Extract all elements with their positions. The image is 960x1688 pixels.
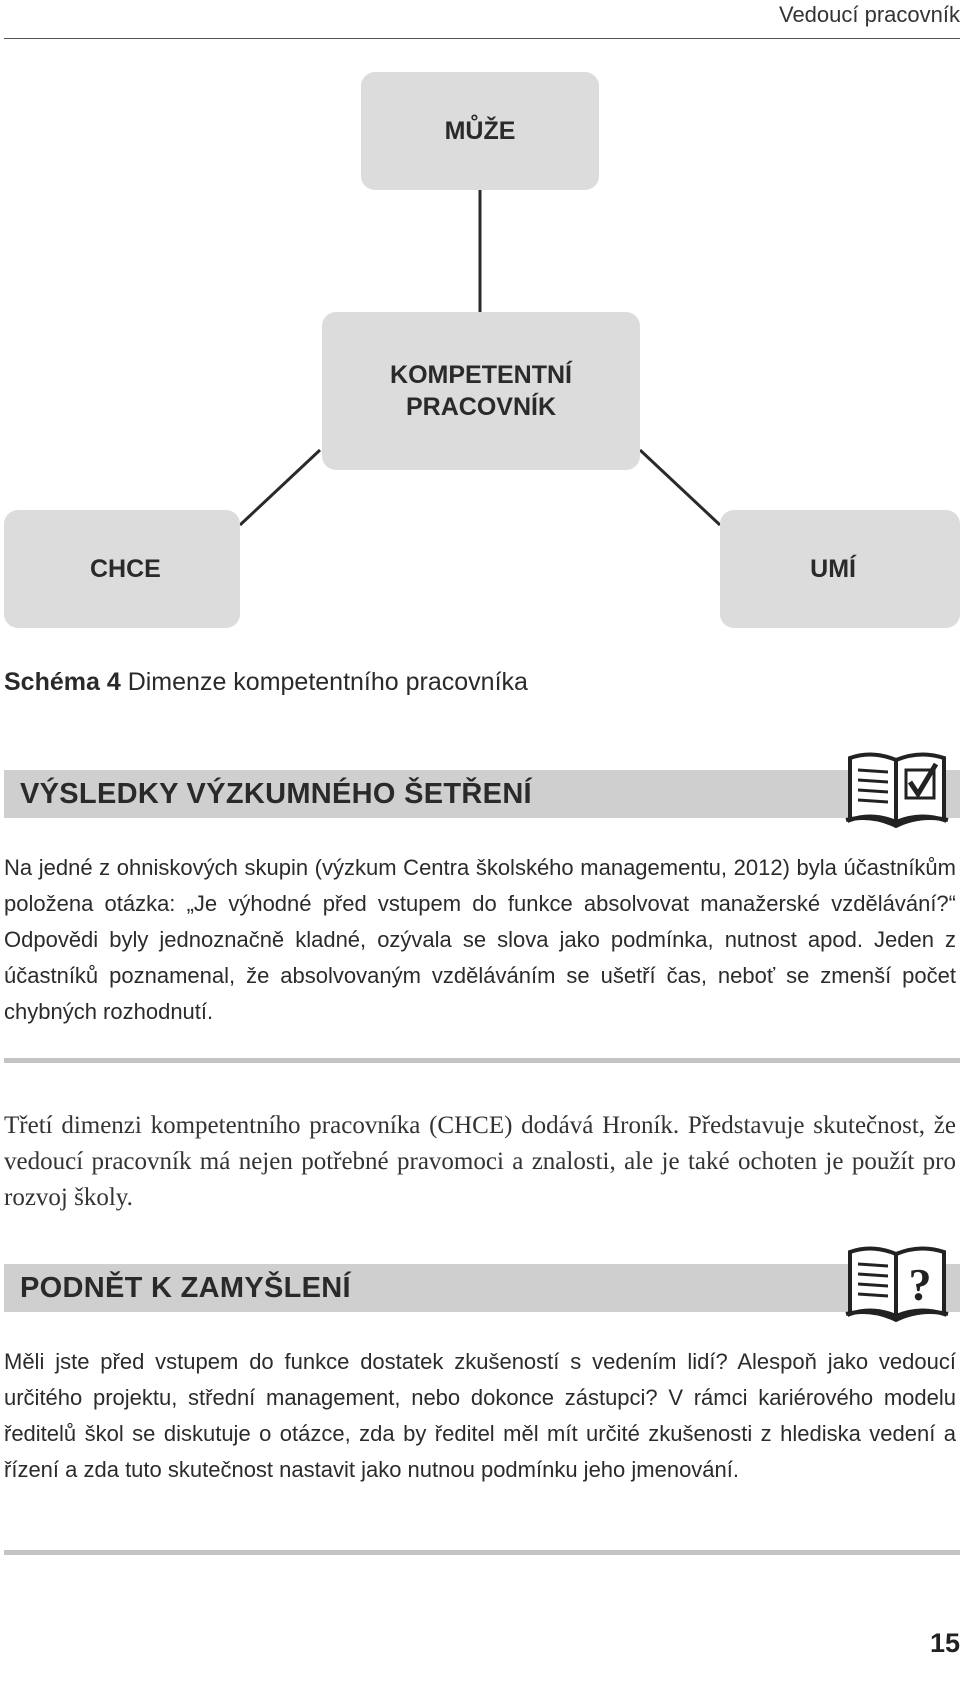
diagram-node-center-label: KOMPETENTNÍ PRACOVNÍK xyxy=(390,361,572,421)
reflection-section-body: Měli jste před vstupem do funkce dostatek zkušeností s vedením lidí? Alespoň jako vedoucí určitého projektu, střední management, nebo dokonce zástupci? V rámci kariérového modelu ředitelů škol se diskutuje o otázce, zda by ředitel měl mít určité zkušenosti z hlediska vedení a řízení a zda tuto skutečnost nastavit jako nutnou podmínku jeho jmenování. xyxy=(4,1349,956,1482)
research-section-body: Na jedné z ohniskových skupin (výzkum Centra školského managementu, 2012) byla účastníkům položena otázka: „Je výhodné před vstupem do funkce absolvovat manažerské vzdělávání?“ Odpovědi byly jednoznačně kladné, ozývala se slova jako podmínka, nutnost apod. Jeden z účastníků poznamenal, že absolvovaným vzděláváním se ušetří čas, neboť se zmenší počet chybných rozhodnutí. xyxy=(4,855,956,1024)
diagram-node-center xyxy=(322,312,640,470)
running-head: Vedoucí pracovník xyxy=(778,2,960,27)
research-section-header xyxy=(4,770,960,818)
page-number: 15 xyxy=(929,1628,960,1658)
svg-text:?: ? xyxy=(908,1259,932,1310)
caption-label: Schéma 4 xyxy=(4,668,121,696)
diagram-node-top-label: MŮŽE xyxy=(444,117,516,145)
book-checkmark-icon xyxy=(842,748,952,828)
diagram-node-right xyxy=(720,510,960,628)
section-divider-1 xyxy=(4,1058,960,1063)
diagram-node-top xyxy=(361,72,599,190)
diagram-node-left xyxy=(4,510,240,628)
section-divider-2 xyxy=(4,1550,960,1555)
reflection-section-title: PODNĚT K ZAMYŠLENÍ xyxy=(20,1272,351,1304)
diagram-node-left-label: CHCE xyxy=(90,555,161,583)
caption-text: Dimenze kompetentního pracovníka xyxy=(127,668,528,696)
reflection-section-header xyxy=(4,1264,960,1312)
diagram-node-right-label: UMÍ xyxy=(810,555,856,583)
connector-left xyxy=(240,450,320,525)
main-paragraph: Třetí dimenzi kompetentního pracovníka (CHCE) dodává Hroník. Představuje skutečnost, že vedoucí pracovník má nejen potřebné pravomoci a znalosti, ale je také ochoten je použít pro rozvoj školy. xyxy=(4,1112,956,1211)
book-question-icon xyxy=(842,1242,952,1322)
diagram-caption xyxy=(4,668,528,697)
research-section-title: VÝSLEDKY VÝZKUMNÉHO ŠETŘENÍ xyxy=(20,778,532,810)
connector-right xyxy=(640,450,720,525)
